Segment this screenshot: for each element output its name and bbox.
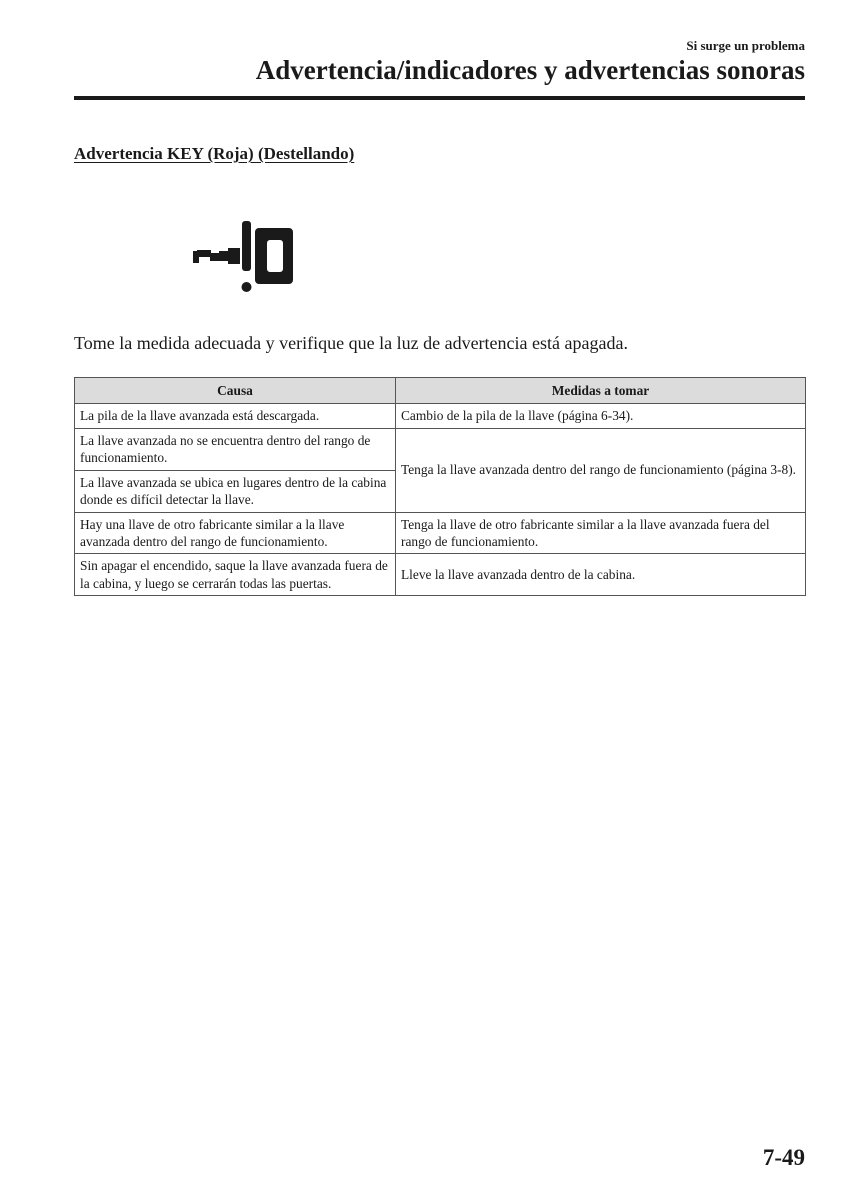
column-header-medidas: Medidas a tomar: [396, 378, 806, 404]
cause-cell: Hay una llave de otro fabricante similar a la llave avanzada dentro del rango de funcionamiento.: [75, 512, 396, 554]
table-row: [75, 512, 806, 554]
cause-cell: La llave avanzada no se encuentra dentro del rango de funcionamiento.: [75, 428, 396, 470]
cause-cell: Sin apagar el encendido, saque la llave avanzada fuera de la cabina, y luego se cerrarán todas las puertas.: [75, 554, 396, 596]
cause-cell: La llave avanzada se ubica en lugares dentro de la cabina donde es difícil detectar la llave.: [75, 470, 396, 512]
header-section-label: Si surge un problema: [686, 38, 805, 53]
key-warning-icon: [193, 218, 295, 296]
table-row: [75, 404, 806, 428]
intro-text: Tome la medida adecuada y verifique que la luz de advertencia está apagada.: [74, 333, 628, 353]
measure-cell: Cambio de la pila de la llave (página 6-34).: [396, 404, 806, 428]
table-row: [75, 428, 806, 470]
table-header-row: [75, 378, 806, 404]
page-title: Advertencia/indicadores y advertencias sonoras: [255, 55, 805, 85]
measures-table: [74, 377, 806, 596]
measure-cell: Lleve la llave avanzada dentro de la cabina.: [396, 554, 806, 596]
column-header-causa: Causa: [75, 378, 396, 404]
page-number: 7-49: [762, 1145, 805, 1170]
measure-cell: Tenga la llave avanzada dentro del rango de funcionamiento (página 3-8).: [396, 428, 806, 512]
table-row: [75, 554, 806, 596]
header-rule: [74, 96, 805, 100]
cause-cell: La pila de la llave avanzada está descargada.: [75, 404, 396, 428]
section-heading: Advertencia KEY (Roja) (Destellando): [74, 144, 355, 163]
measure-cell: Tenga la llave de otro fabricante similar a la llave avanzada fuera del rango de funcionamiento.: [396, 512, 806, 554]
